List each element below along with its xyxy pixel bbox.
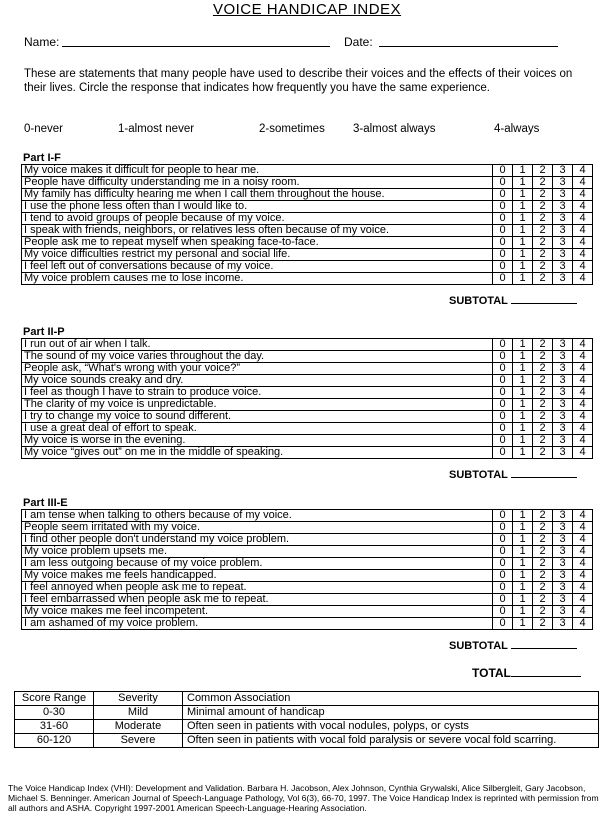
response-option-3[interactable]: 3	[553, 423, 573, 435]
citation-text: The Voice Handicap Index (VHI): Development and Validation. Barbara H. Jacobson, Alex Johnson, Cynthia Grywalski, Alice Silbergleit, Gary Jacobson, Michael S. Benninger. American Journal of Speech-Language Pathology, Vol 6(3), 66-70, 1997. The Voice Handicap Index is reprinted with permission from all authors and ASHA. Copyright 1997-2001 American Speech-Language-Hearing Association.	[8, 783, 599, 813]
response-option-2[interactable]: 2	[533, 522, 553, 534]
score-range-cell: 60-120	[15, 734, 94, 748]
response-option-1[interactable]: 1	[513, 261, 533, 273]
response-option-1[interactable]: 1	[513, 606, 533, 618]
response-option-2[interactable]: 2	[533, 510, 553, 522]
response-option-0[interactable]: 0	[493, 363, 513, 375]
response-option-1[interactable]: 1	[513, 339, 533, 351]
response-option-1[interactable]: 1	[513, 582, 533, 594]
part-3-table	[21, 509, 593, 630]
response-option-4[interactable]: 4	[573, 237, 593, 249]
question-text: My voice problem causes me to lose income.	[22, 273, 493, 285]
part-2-subtotal	[449, 468, 577, 481]
question-row	[22, 249, 593, 261]
response-option-2[interactable]: 2	[533, 435, 553, 447]
part-3-subtotal	[449, 639, 577, 652]
association-cell: Often seen in patients with vocal fold paralysis or severe vocal fold scarring.	[183, 734, 599, 748]
response-option-2[interactable]: 2	[533, 447, 553, 459]
scale-1-almost-never: 1-almost never	[118, 123, 195, 135]
response-option-4[interactable]: 4	[573, 177, 593, 189]
response-option-2[interactable]: 2	[533, 375, 553, 387]
response-option-0[interactable]: 0	[493, 387, 513, 399]
severity-table	[14, 691, 599, 748]
question-row	[22, 165, 593, 177]
response-option-0[interactable]: 0	[493, 435, 513, 447]
response-option-3[interactable]: 3	[553, 165, 573, 177]
severity-cell: Severe	[94, 734, 183, 748]
question-text: I use the phone less often than I would like to.	[22, 201, 493, 213]
response-option-2[interactable]: 2	[533, 189, 553, 201]
question-text: The clarity of my voice is unpredictable.	[22, 399, 493, 411]
scale-2-sometimes: 2-sometimes	[259, 123, 325, 135]
question-text: I am tense when talking to others because of my voice.	[22, 510, 493, 522]
question-row	[22, 177, 593, 189]
response-option-4[interactable]: 4	[573, 225, 593, 237]
severity-row	[15, 706, 599, 720]
response-option-1[interactable]: 1	[513, 213, 533, 225]
header-severity: Severity	[94, 692, 183, 706]
response-option-4[interactable]: 4	[573, 570, 593, 582]
response-option-2[interactable]: 2	[533, 423, 553, 435]
severity-cell: Mild	[94, 706, 183, 720]
question-text: My voice “gives out” on me in the middle of speaking.	[22, 447, 493, 459]
question-text: I feel annoyed when people ask me to repeat.	[22, 582, 493, 594]
response-option-4[interactable]: 4	[573, 423, 593, 435]
question-text: I find other people don't understand my voice problem.	[22, 534, 493, 546]
response-option-0[interactable]: 0	[493, 594, 513, 606]
response-option-2[interactable]: 2	[533, 534, 553, 546]
response-option-0[interactable]: 0	[493, 165, 513, 177]
response-option-3[interactable]: 3	[553, 534, 573, 546]
total	[472, 666, 581, 680]
response-option-4[interactable]: 4	[573, 213, 593, 225]
question-row	[22, 387, 593, 399]
response-option-3[interactable]: 3	[553, 339, 573, 351]
response-option-3[interactable]: 3	[553, 522, 573, 534]
subtotal-label: SUBTOTAL	[449, 469, 508, 481]
response-option-1[interactable]: 1	[513, 594, 533, 606]
response-option-0[interactable]: 0	[493, 618, 513, 630]
response-option-4[interactable]: 4	[573, 546, 593, 558]
question-text: I feel as though I have to strain to produce voice.	[22, 387, 493, 399]
response-option-4[interactable]: 4	[573, 411, 593, 423]
response-option-4[interactable]: 4	[573, 351, 593, 363]
response-option-1[interactable]: 1	[513, 522, 533, 534]
response-option-4[interactable]: 4	[573, 594, 593, 606]
response-option-1[interactable]: 1	[513, 423, 533, 435]
question-row	[22, 339, 593, 351]
question-row	[22, 273, 593, 285]
response-option-3[interactable]: 3	[553, 399, 573, 411]
response-option-0[interactable]: 0	[493, 189, 513, 201]
subtotal-field[interactable]	[511, 468, 577, 478]
question-row	[22, 375, 593, 387]
response-option-4[interactable]: 4	[573, 558, 593, 570]
response-option-1[interactable]: 1	[513, 189, 533, 201]
response-option-3[interactable]: 3	[553, 249, 573, 261]
response-option-3[interactable]: 3	[553, 558, 573, 570]
question-text: I run out of air when I talk.	[22, 339, 493, 351]
response-option-3[interactable]: 3	[553, 237, 573, 249]
response-option-4[interactable]: 4	[573, 582, 593, 594]
response-option-0[interactable]: 0	[493, 351, 513, 363]
question-row	[22, 201, 593, 213]
response-option-1[interactable]: 1	[513, 618, 533, 630]
question-row	[22, 558, 593, 570]
part-1-subtotal	[449, 294, 577, 307]
question-text: I use a great deal of effort to speak.	[22, 423, 493, 435]
score-range-cell: 31-60	[15, 720, 94, 734]
response-option-1[interactable]: 1	[513, 411, 533, 423]
response-option-1[interactable]: 1	[513, 165, 533, 177]
question-row	[22, 225, 593, 237]
response-option-2[interactable]: 2	[533, 273, 553, 285]
response-option-2[interactable]: 2	[533, 594, 553, 606]
response-option-0[interactable]: 0	[493, 534, 513, 546]
severity-row	[15, 734, 599, 748]
question-text: I speak with friends, neighbors, or relatives less often because of my voice.	[22, 225, 493, 237]
response-option-4[interactable]: 4	[573, 618, 593, 630]
response-option-2[interactable]: 2	[533, 165, 553, 177]
response-option-4[interactable]: 4	[573, 165, 593, 177]
response-option-4[interactable]: 4	[573, 363, 593, 375]
response-option-2[interactable]: 2	[533, 177, 553, 189]
association-cell: Minimal amount of handicap	[183, 706, 599, 720]
question-row	[22, 399, 593, 411]
response-option-1[interactable]: 1	[513, 249, 533, 261]
response-option-4[interactable]: 4	[573, 375, 593, 387]
severity-row	[15, 720, 599, 734]
total-label: TOTAL	[472, 666, 511, 680]
response-option-3[interactable]: 3	[553, 570, 573, 582]
association-cell: Often seen in patients with vocal nodules, polyps, or cysts	[183, 720, 599, 734]
question-row	[22, 534, 593, 546]
response-option-2[interactable]: 2	[533, 249, 553, 261]
response-option-4[interactable]: 4	[573, 261, 593, 273]
question-text: My voice difficulties restrict my personal and social life.	[22, 249, 493, 261]
question-text: My family has difficulty hearing me when I call them throughout the house.	[22, 189, 493, 201]
question-text: I tend to avoid groups of people because of my voice.	[22, 213, 493, 225]
severity-header-row	[15, 692, 599, 706]
response-option-3[interactable]: 3	[553, 273, 573, 285]
response-option-1[interactable]: 1	[513, 546, 533, 558]
response-option-2[interactable]: 2	[533, 201, 553, 213]
response-option-1[interactable]: 1	[513, 201, 533, 213]
response-option-2[interactable]: 2	[533, 618, 553, 630]
response-option-0[interactable]: 0	[493, 339, 513, 351]
question-text: I try to change my voice to sound different.	[22, 411, 493, 423]
response-option-0[interactable]: 0	[493, 261, 513, 273]
response-option-0[interactable]: 0	[493, 237, 513, 249]
question-row	[22, 213, 593, 225]
name-label: Name:	[24, 35, 60, 49]
response-option-0[interactable]: 0	[493, 510, 513, 522]
question-text: People ask, “What's wrong with your voice?”	[22, 363, 493, 375]
response-option-2[interactable]: 2	[533, 411, 553, 423]
response-option-2[interactable]: 2	[533, 606, 553, 618]
question-text: My voice is worse in the evening.	[22, 435, 493, 447]
part-3-label: Part III-E	[23, 497, 68, 509]
response-option-3[interactable]: 3	[553, 606, 573, 618]
question-text: My voice makes me feel incompetent.	[22, 606, 493, 618]
instructions-text: These are statements that many people have used to describe their voices and the effects of their voices on their lives. Circle the response that indicates how frequently you have the same experience.	[24, 68, 573, 94]
scale-0-never: 0-never	[24, 123, 63, 135]
question-text: My voice sounds creaky and dry.	[22, 375, 493, 387]
question-row	[22, 582, 593, 594]
part-1-label: Part I-F	[23, 152, 61, 164]
question-text: People have difficulty understanding me in a noisy room.	[22, 177, 493, 189]
response-option-2[interactable]: 2	[533, 363, 553, 375]
question-row	[22, 570, 593, 582]
response-option-3[interactable]: 3	[553, 225, 573, 237]
response-option-3[interactable]: 3	[553, 594, 573, 606]
question-row	[22, 522, 593, 534]
response-option-4[interactable]: 4	[573, 273, 593, 285]
response-option-3[interactable]: 3	[553, 618, 573, 630]
question-text: I feel embarrassed when people ask me to repeat.	[22, 594, 493, 606]
response-option-1[interactable]: 1	[513, 387, 533, 399]
header-common-association: Common Association	[183, 692, 599, 706]
response-option-2[interactable]: 2	[533, 570, 553, 582]
response-option-3[interactable]: 3	[553, 201, 573, 213]
response-option-2[interactable]: 2	[533, 261, 553, 273]
question-row	[22, 363, 593, 375]
response-option-1[interactable]: 1	[513, 363, 533, 375]
response-option-3[interactable]: 3	[553, 510, 573, 522]
question-row	[22, 606, 593, 618]
response-option-2[interactable]: 2	[533, 213, 553, 225]
subtotal-field[interactable]	[511, 294, 577, 304]
response-option-0[interactable]: 0	[493, 447, 513, 459]
response-option-0[interactable]: 0	[493, 213, 513, 225]
response-option-0[interactable]: 0	[493, 570, 513, 582]
question-row	[22, 594, 593, 606]
total-field[interactable]	[511, 667, 581, 677]
header-score-range: Score Range	[15, 692, 94, 706]
response-option-4[interactable]: 4	[573, 435, 593, 447]
response-option-3[interactable]: 3	[553, 546, 573, 558]
question-row	[22, 351, 593, 363]
response-option-1[interactable]: 1	[513, 570, 533, 582]
response-option-0[interactable]: 0	[493, 522, 513, 534]
response-option-1[interactable]: 1	[513, 225, 533, 237]
part-2-label: Part II-P	[23, 326, 65, 338]
question-row	[22, 546, 593, 558]
response-option-4[interactable]: 4	[573, 189, 593, 201]
response-option-1[interactable]: 1	[513, 273, 533, 285]
part-2-table	[21, 338, 593, 459]
question-text: I am less outgoing because of my voice problem.	[22, 558, 493, 570]
response-option-0[interactable]: 0	[493, 177, 513, 189]
response-option-1[interactable]: 1	[513, 177, 533, 189]
response-option-2[interactable]: 2	[533, 582, 553, 594]
response-option-1[interactable]: 1	[513, 375, 533, 387]
question-row	[22, 189, 593, 201]
response-option-1[interactable]: 1	[513, 447, 533, 459]
question-row	[22, 510, 593, 522]
response-option-0[interactable]: 0	[493, 411, 513, 423]
response-option-0[interactable]: 0	[493, 582, 513, 594]
response-option-4[interactable]: 4	[573, 522, 593, 534]
response-option-3[interactable]: 3	[553, 261, 573, 273]
question-row	[22, 411, 593, 423]
question-row	[22, 261, 593, 273]
scale-4-always: 4-always	[494, 123, 540, 135]
response-option-0[interactable]: 0	[493, 606, 513, 618]
response-option-0[interactable]: 0	[493, 273, 513, 285]
response-option-3[interactable]: 3	[553, 177, 573, 189]
response-option-2[interactable]: 2	[533, 237, 553, 249]
response-option-3[interactable]: 3	[553, 447, 573, 459]
date-field[interactable]	[379, 46, 558, 47]
response-option-1[interactable]: 1	[513, 435, 533, 447]
response-option-3[interactable]: 3	[553, 213, 573, 225]
response-option-0[interactable]: 0	[493, 375, 513, 387]
question-row	[22, 423, 593, 435]
response-option-4[interactable]: 4	[573, 510, 593, 522]
response-option-2[interactable]: 2	[533, 339, 553, 351]
response-option-0[interactable]: 0	[493, 225, 513, 237]
subtotal-label: SUBTOTAL	[449, 295, 508, 307]
response-option-3[interactable]: 3	[553, 411, 573, 423]
scale-3-almost-always: 3-almost always	[353, 123, 436, 135]
response-option-2[interactable]: 2	[533, 225, 553, 237]
response-option-3[interactable]: 3	[553, 189, 573, 201]
response-option-3[interactable]: 3	[553, 363, 573, 375]
subtotal-label: SUBTOTAL	[449, 640, 508, 652]
response-option-3[interactable]: 3	[553, 387, 573, 399]
question-row	[22, 447, 593, 459]
score-range-cell: 0-30	[15, 706, 94, 720]
response-option-0[interactable]: 0	[493, 423, 513, 435]
question-row	[22, 237, 593, 249]
question-text: I feel left out of conversations because of my voice.	[22, 261, 493, 273]
response-option-2[interactable]: 2	[533, 351, 553, 363]
question-text: People seem irritated with my voice.	[22, 522, 493, 534]
question-text: My voice makes me feels handicapped.	[22, 570, 493, 582]
response-option-1[interactable]: 1	[513, 351, 533, 363]
response-option-0[interactable]: 0	[493, 201, 513, 213]
response-option-1[interactable]: 1	[513, 534, 533, 546]
severity-cell: Moderate	[94, 720, 183, 734]
response-option-1[interactable]: 1	[513, 237, 533, 249]
response-option-3[interactable]: 3	[553, 435, 573, 447]
response-option-1[interactable]: 1	[513, 558, 533, 570]
question-text: People ask me to repeat myself when speaking face-to-face.	[22, 237, 493, 249]
response-option-2[interactable]: 2	[533, 399, 553, 411]
response-option-3[interactable]: 3	[553, 375, 573, 387]
response-option-3[interactable]: 3	[553, 582, 573, 594]
response-option-0[interactable]: 0	[493, 558, 513, 570]
response-option-0[interactable]: 0	[493, 249, 513, 261]
response-option-4[interactable]: 4	[573, 387, 593, 399]
response-option-4[interactable]: 4	[573, 339, 593, 351]
response-option-2[interactable]: 2	[533, 558, 553, 570]
question-row	[22, 435, 593, 447]
response-option-1[interactable]: 1	[513, 399, 533, 411]
response-option-2[interactable]: 2	[533, 546, 553, 558]
subtotal-field[interactable]	[511, 639, 577, 649]
response-option-4[interactable]: 4	[573, 249, 593, 261]
response-option-4[interactable]: 4	[573, 606, 593, 618]
response-option-4[interactable]: 4	[573, 399, 593, 411]
question-row	[22, 618, 593, 630]
response-option-4[interactable]: 4	[573, 534, 593, 546]
response-option-4[interactable]: 4	[573, 201, 593, 213]
name-field[interactable]	[62, 46, 330, 47]
response-option-0[interactable]: 0	[493, 546, 513, 558]
page-title: VOICE HANDICAP INDEX	[212, 1, 402, 18]
question-text: The sound of my voice varies throughout the day.	[22, 351, 493, 363]
response-option-2[interactable]: 2	[533, 387, 553, 399]
response-option-4[interactable]: 4	[573, 447, 593, 459]
response-option-1[interactable]: 1	[513, 510, 533, 522]
date-label: Date:	[344, 35, 373, 49]
response-option-0[interactable]: 0	[493, 399, 513, 411]
question-text: My voice problem upsets me.	[22, 546, 493, 558]
part-1-table	[21, 164, 593, 285]
question-text: I am ashamed of my voice problem.	[22, 618, 493, 630]
response-option-3[interactable]: 3	[553, 351, 573, 363]
question-text: My voice makes it difficult for people to hear me.	[22, 165, 493, 177]
